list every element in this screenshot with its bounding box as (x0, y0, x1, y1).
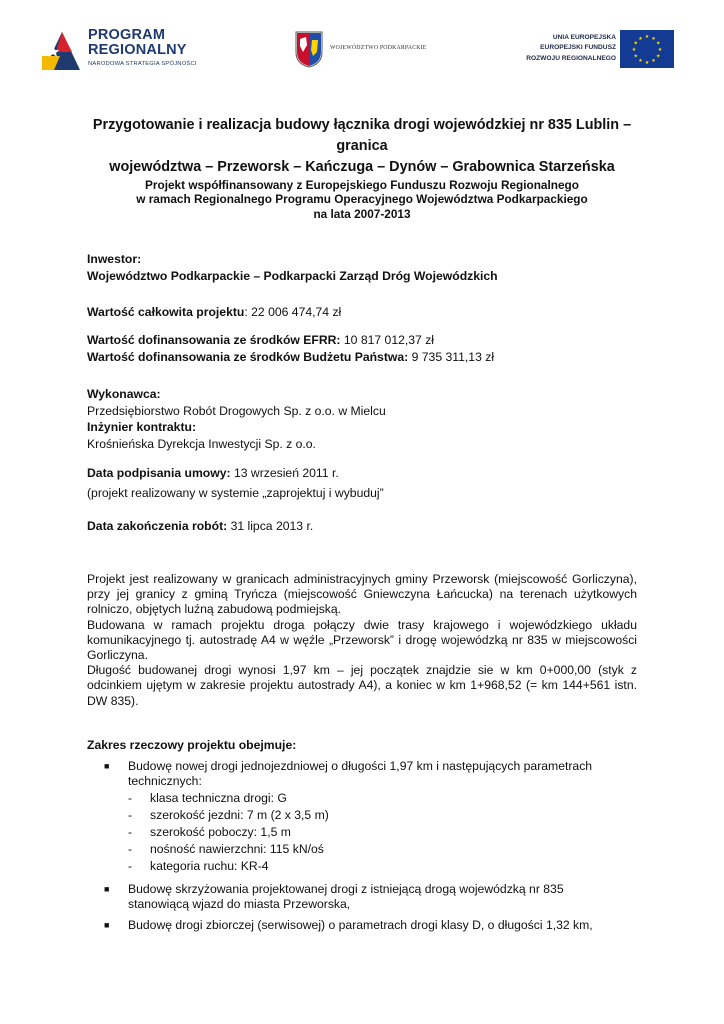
voivodeship-name: WOJEWÓDZTWO PODKARPACKIE (330, 45, 427, 51)
contractor-value: Przedsiębiorstwo Robót Drogowych Sp. z o.o. w Mielcu (87, 403, 386, 418)
list-item (128, 842, 528, 858)
investor-value: Województwo Podkarpackie – Podkarpacki Zarząd Dróg Wojewódzkich (87, 268, 498, 283)
signing-label: Data podpisania umowy: (87, 466, 231, 480)
bullet-icon: ■ (104, 884, 110, 894)
dash-icon: - (128, 791, 133, 805)
program-line3: NARODOWA STRATEGIA SPÓJNOŚCI (88, 61, 197, 67)
list-item (102, 918, 622, 933)
scope-item-road: Budowę nowej drogi jednojezdniowej o długości 1,97 km i następujących parametrach technicznych: (128, 759, 593, 789)
document-title (70, 115, 654, 178)
bullet-icon: ■ (104, 761, 110, 771)
completion-date: 31 lipca 2013 r. (227, 519, 314, 533)
svg-text:★: ★ (638, 35, 643, 42)
dash-icon: - (128, 825, 133, 839)
description-paragraph: Projekt jest realizowany w granicach administracyjnych gminy Przeworsk (miejscowość Gorliczyna), przy jej granicy z gminą Tryńcza (miejscowość Gniewczyna Łańcucka) na terenach użytkowych rolniczo, objętych luźną zabudową podmiejską. (87, 572, 637, 617)
subtitle-line3: na lata 2007-2013 (313, 206, 411, 221)
param-class: klasa techniczna drogi: G (150, 791, 287, 805)
svg-text:★: ★ (651, 35, 656, 42)
param-shoulder-width: szerokość poboczy: 1,5 m (150, 825, 291, 839)
svg-text:★: ★ (657, 47, 663, 53)
program-regionalny-logo (40, 26, 210, 74)
contractor-section (87, 386, 647, 452)
eu-logo (510, 30, 674, 74)
scope-heading: Zakres rzeczowy projektu obejmuje: (87, 738, 297, 752)
project-description (87, 572, 637, 709)
bullet-icon: ■ (104, 920, 110, 930)
cofinancing-statement (80, 178, 644, 221)
value-total-row (87, 304, 647, 321)
param-load-capacity: nośność nawierzchni: 115 kN/oś (150, 842, 324, 856)
completion-label: Data zakończenia robót: (87, 519, 228, 533)
investor-section (87, 251, 647, 284)
coat-of-arms-icon (294, 30, 324, 68)
program-line1: PROGRAM (88, 27, 166, 43)
dash-icon: - (128, 842, 133, 856)
voivodeship-logo (294, 30, 444, 70)
svg-text:★: ★ (631, 47, 637, 53)
value-budget-label: Wartość dofinansowania ze środków Budżetu Państwa: (87, 349, 409, 364)
signing-note: (projekt realizowany w systemie „zaprojektuj i wybuduj” (87, 485, 384, 500)
eu-line3: ROZWOJU REGIONALNEGO (526, 54, 616, 62)
svg-text:★: ★ (655, 53, 661, 60)
title-line1: Przygotowanie i realizacja budowy łącznika drogi wojewódzkiej nr 835 Lublin – granica (92, 117, 632, 154)
value-total-label: Wartość całkowita projektu (87, 305, 245, 319)
eu-line2: EUROPEJSKI FUNDUSZ (540, 44, 616, 52)
value-total-amount: : 22 006 474,74 zł (244, 305, 342, 319)
cofinancing-values (87, 332, 647, 365)
svg-text:★: ★ (633, 40, 639, 47)
subtitle-line2: w ramach Regionalnego Programu Operacyjnego Województwa Podkarpackiego (136, 192, 588, 207)
contractor-label: Wykonawca: (87, 387, 161, 401)
subtitle-line1: Projekt współfinansowany z Europejskiego Funduszu Rozwoju Regionalnego (145, 178, 579, 192)
list-item (102, 759, 622, 789)
svg-text:★: ★ (638, 58, 643, 65)
svg-text:★: ★ (651, 58, 656, 65)
list-item (128, 791, 528, 807)
description-paragraph: Budowana w ramach projektu droga połączy dwie trasy krajowego i wojewódzkiego układu komunikacyjnego tj. autostradę A4 w węźle „Przeworsk” i drogę wojewódzką nr 835 w miejscowości Gorliczyna. (87, 617, 637, 663)
signing-section (87, 465, 647, 501)
description-paragraph: Długość budowanej drogi wynosi 1,97 km – jej początek znajdzie sie w km 0+000,00 (styk z odcinkiem ujętym w zakresie projektu autostrady A4), a koniec w km 1+968,52 (= km 144+561 istn. DW 835). (87, 663, 637, 708)
value-efrr-label: Wartość dofinansowania ze środków EFRR: (87, 333, 341, 347)
title-line2: województwa – Przeworsk – Kańczuga – Dynów – Grabownica Starzeńska (109, 159, 615, 175)
value-budget-amount: 9 735 311,13 zł (408, 349, 495, 364)
param-road-width: szerokość jezdni: 7 m (2 x 3,5 m) (150, 808, 329, 822)
svg-text:★: ★ (633, 53, 639, 60)
program-line2: REGIONALNY (88, 42, 187, 58)
list-item (128, 859, 528, 875)
list-item (128, 808, 528, 824)
scope-item-service-road: Budowę drogi zbiorczej (serwisowej) o parametrach drogi klasy D, o długości 1,32 km, (128, 918, 593, 932)
engineer-value: Krośnieńska Dyrekcja Inwestycji Sp. z o.o. (87, 436, 316, 451)
eu-flag-icon (620, 30, 674, 68)
scope-item-intersection: Budowę skrzyżowania projektowanej drogi z istniejącą drogą wojewódzką nr 835 stanowiącą wjazd do miasta Przeworska, (128, 882, 564, 912)
dash-icon: - (128, 808, 133, 822)
svg-text:★: ★ (644, 34, 650, 40)
program-regionalny-mark-icon (40, 26, 84, 72)
list-item (102, 882, 622, 912)
completion-row (87, 518, 647, 535)
svg-text:★: ★ (644, 60, 650, 66)
engineer-label: Inżynier kontraktu: (87, 420, 197, 434)
value-efrr-amount: 10 817 012,37 zł (340, 333, 435, 347)
svg-text:★: ★ (655, 40, 661, 47)
eu-line1: UNIA EUROPEJSKA (552, 34, 616, 41)
signing-date: 13 wrzesień 2011 r. (230, 466, 339, 480)
page-header (0, 22, 724, 82)
list-item (128, 825, 528, 841)
investor-label: Inwestor: (87, 252, 142, 266)
param-traffic-category: kategoria ruchu: KR-4 (150, 859, 269, 873)
dash-icon: - (128, 859, 133, 873)
